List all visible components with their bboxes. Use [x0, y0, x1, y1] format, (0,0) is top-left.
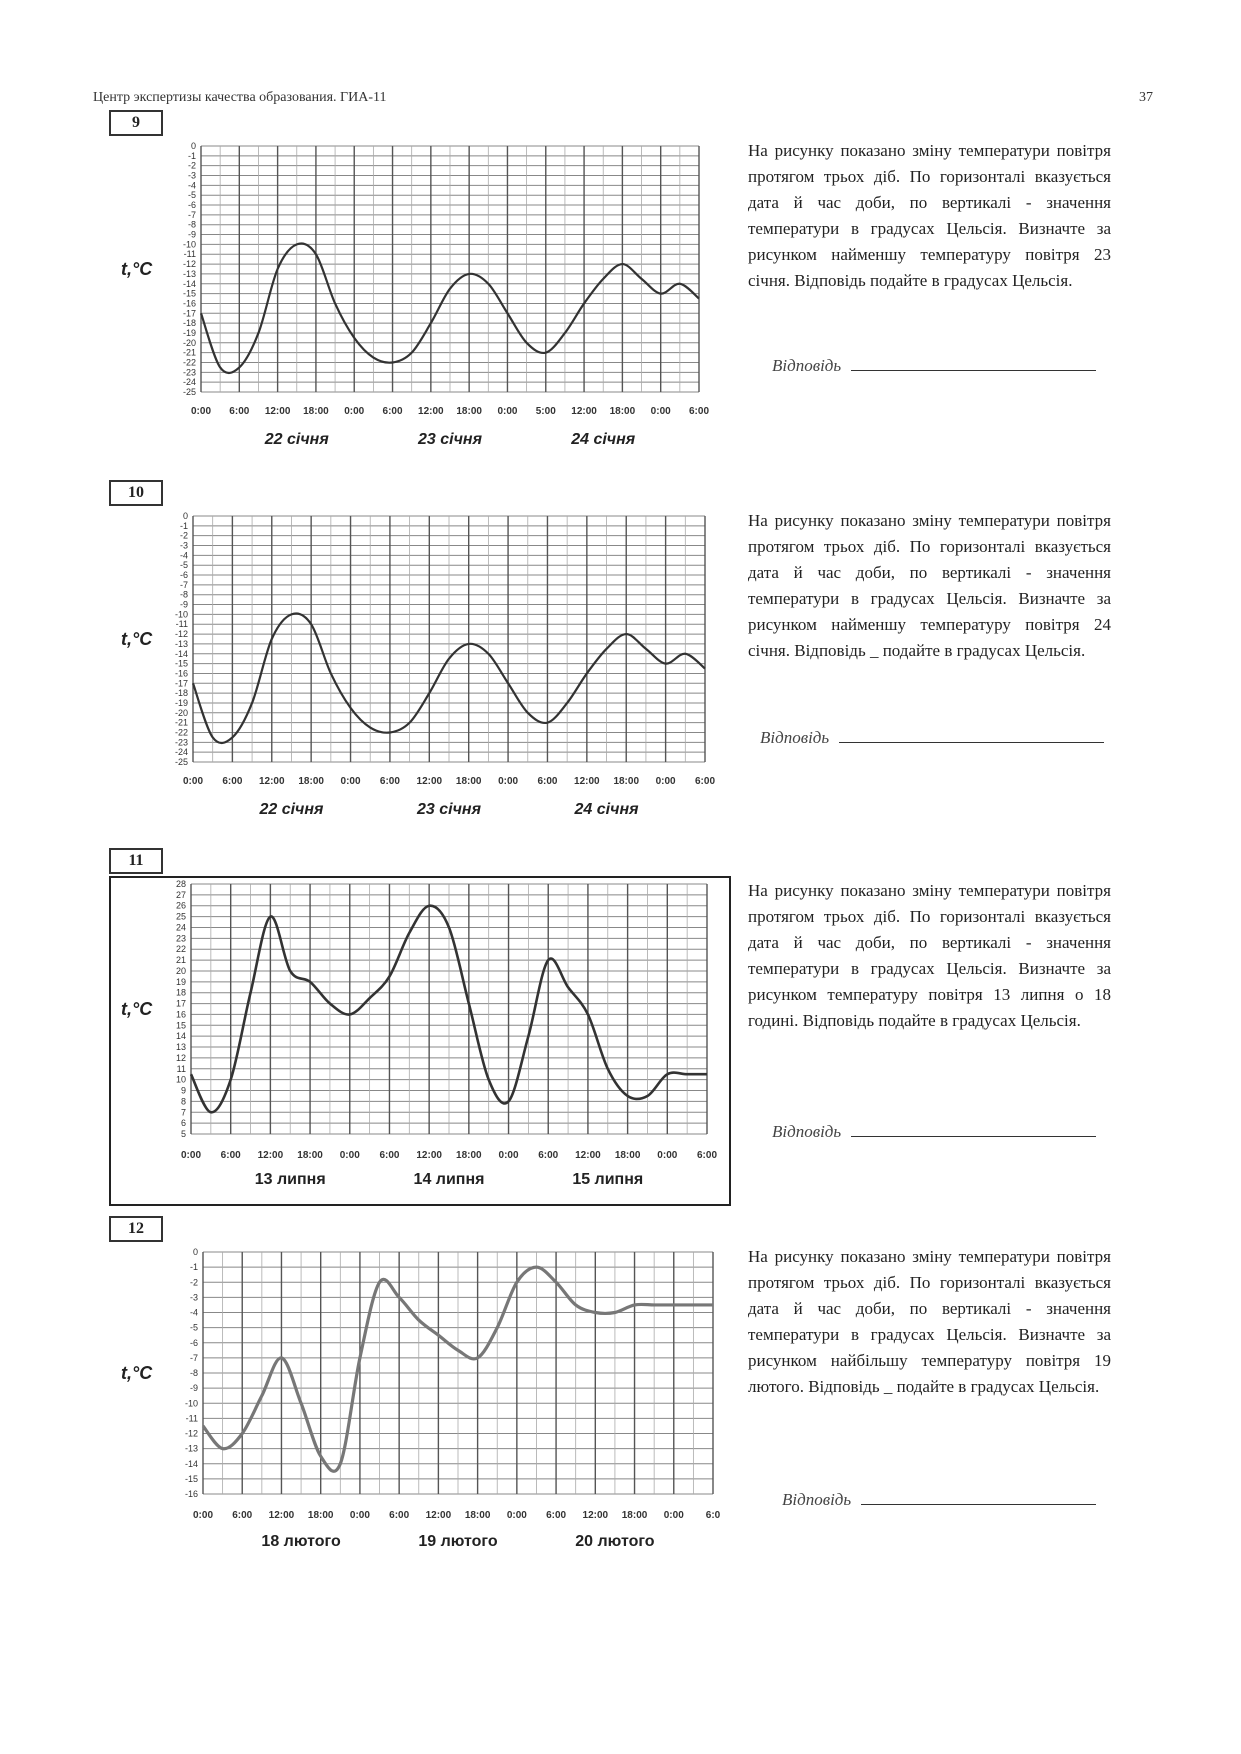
- y-tick-label: -7: [189, 1352, 198, 1363]
- y-tick-label: -17: [174, 678, 188, 689]
- y-tick-label: -3: [187, 170, 196, 181]
- y-tick-label: -12: [174, 629, 188, 640]
- y-tick-label: -19: [174, 697, 188, 708]
- date-label: 20 лютого: [575, 1533, 655, 1550]
- date-label: 22 січня: [264, 431, 329, 448]
- y-tick-label: -12: [184, 1428, 198, 1439]
- y-tick-label: -25: [182, 387, 196, 397]
- y-tick-label: -14: [182, 278, 196, 289]
- y-tick-label: -16: [174, 668, 188, 679]
- y-tick-label: 24: [175, 922, 186, 933]
- x-tick-label: 0:00: [663, 1510, 684, 1521]
- y-tick-label: -22: [174, 727, 188, 738]
- y-tick-label: 11: [176, 1063, 186, 1074]
- y-tick-label: -7: [179, 579, 188, 590]
- x-tick-label: 0:00: [190, 406, 212, 417]
- x-tick-label: 0:00: [182, 776, 204, 787]
- y-tick-label: -1: [187, 150, 196, 161]
- answer-field[interactable]: [760, 728, 1104, 748]
- date-label: 14 липня: [413, 1171, 485, 1188]
- x-tick-label: 12:00: [268, 1510, 295, 1521]
- y-tick-label: -10: [184, 1398, 198, 1409]
- y-tick-label: -10: [174, 609, 188, 620]
- y-tick-label: -13: [174, 638, 188, 649]
- y-tick-label: -9: [187, 229, 196, 240]
- y-tick-label: 27: [175, 889, 186, 900]
- y-tick-label: 0: [182, 511, 188, 521]
- x-tick-label: 18:00: [307, 1510, 334, 1521]
- y-tick-label: -14: [184, 1458, 198, 1469]
- x-tick-label: 12:00: [418, 406, 444, 417]
- y-tick-label: -5: [179, 560, 188, 571]
- date-label: 24 січня: [574, 801, 639, 818]
- x-tick-label: 0:00: [340, 776, 361, 787]
- task-number: 12: [109, 1216, 163, 1242]
- x-tick-label: 6:00: [382, 406, 403, 417]
- y-tick-label: -3: [189, 1292, 198, 1303]
- y-tick-label: -15: [182, 288, 196, 299]
- y-tick-label: -10: [182, 239, 196, 250]
- y-tick-label: -11: [183, 249, 196, 260]
- x-tick-label: 0:00: [655, 776, 676, 787]
- y-tick-label: -20: [174, 707, 188, 718]
- x-tick-label: 0:00: [339, 1150, 360, 1161]
- y-tick-label: -11: [175, 619, 188, 630]
- x-tick-label: 12:00: [258, 776, 285, 787]
- y-tick-label: -14: [174, 648, 188, 659]
- y-tick-label: -1: [189, 1262, 198, 1273]
- temperature-chart: [109, 138, 724, 470]
- answer-label: Відповідь: [760, 728, 830, 747]
- x-tick-label: 6:00: [220, 1150, 241, 1161]
- x-tick-label: 6:00: [222, 776, 243, 787]
- y-tick-label: -3: [179, 540, 188, 551]
- x-tick-label: 0:00: [349, 1510, 370, 1521]
- y-tick-label: -4: [189, 1307, 198, 1318]
- x-tick-label: 6:00: [232, 1510, 253, 1521]
- y-tick-label: 28: [175, 879, 186, 889]
- x-tick-label: 12:00: [264, 406, 291, 417]
- y-tick-label: 16: [175, 1009, 186, 1020]
- y-tick-label: -8: [189, 1368, 198, 1378]
- y-tick-label: -4: [187, 180, 196, 191]
- answer-field[interactable]: [772, 356, 1096, 376]
- y-tick-label: -2: [179, 530, 188, 541]
- x-tick-label: 0:00: [192, 1510, 214, 1521]
- y-tick-label: -20: [182, 337, 196, 348]
- y-tick-label: -21: [182, 347, 196, 358]
- x-tick-label: 6:00: [537, 776, 558, 787]
- y-axis-label: t,°C: [121, 629, 153, 649]
- y-tick-label: 17: [175, 998, 186, 1009]
- x-tick-label: 6:00: [379, 1150, 400, 1161]
- x-tick-label: 18:00: [609, 406, 636, 417]
- x-tick-label: 18:00: [614, 1150, 641, 1161]
- y-tick-label: -23: [174, 737, 188, 748]
- page-header-title: Центр экспертизы качества образования. ГИА-11: [93, 90, 387, 105]
- y-tick-label: 9: [180, 1085, 186, 1096]
- x-tick-label: 12:00: [582, 1510, 609, 1521]
- x-tick-label: 0:00: [180, 1150, 202, 1161]
- y-tick-label: 7: [180, 1107, 186, 1118]
- date-label: 22 січня: [259, 801, 324, 818]
- answer-label: Відповідь: [772, 356, 842, 375]
- x-tick-label: 6:00: [688, 406, 710, 417]
- y-tick-label: -18: [182, 318, 196, 329]
- y-tick-label: -15: [174, 658, 188, 669]
- y-tick-label: 14: [175, 1031, 186, 1042]
- task-text: На рисунку показано зміну температури повітря протягом трьох діб. По горизонталі вказується дата й час доби, по вертикалі - значення температури в градусах Цельсія. Визначте за рисунком температуру повітря 13 липня о 18 годині. Відповідь подайте в градусах Цельсія.: [748, 881, 1111, 1030]
- x-tick-label: 18:00: [456, 1150, 482, 1161]
- y-tick-label: -7: [187, 209, 196, 220]
- y-tick-label: -4: [179, 550, 188, 561]
- y-tick-label: 18: [175, 987, 186, 998]
- x-tick-label: 18:00: [298, 776, 324, 787]
- x-tick-label: 18:00: [303, 406, 329, 417]
- y-tick-label: -9: [179, 599, 188, 610]
- x-tick-label: 18:00: [613, 776, 640, 787]
- date-label: 18 лютого: [261, 1533, 341, 1550]
- date-label: 23 січня: [417, 801, 481, 818]
- y-tick-label: 10: [175, 1074, 186, 1085]
- y-tick-label: 23: [175, 933, 186, 944]
- temperature-chart: [109, 1244, 731, 1564]
- x-tick-label: 6:00: [229, 406, 250, 417]
- y-tick-label: -2: [189, 1277, 198, 1288]
- y-tick-label: 0: [192, 1247, 198, 1257]
- y-tick-label: -16: [182, 298, 196, 309]
- y-tick-label: 15: [175, 1020, 186, 1031]
- task-number: 9: [109, 110, 163, 136]
- y-tick-label: -23: [182, 367, 196, 378]
- x-tick-label: 12:00: [416, 776, 443, 787]
- y-tick-label: -5: [187, 190, 196, 201]
- task-number: 11: [109, 848, 163, 874]
- x-tick-label: 6:00: [389, 1510, 410, 1521]
- y-tick-label: 21: [175, 955, 186, 966]
- x-tick-label: 6:00: [546, 1510, 567, 1521]
- date-label: 19 лютого: [418, 1533, 498, 1550]
- y-tick-label: -1: [179, 520, 188, 531]
- x-tick-label: 0:00: [344, 406, 365, 417]
- y-tick-label: 13: [175, 1042, 186, 1053]
- y-tick-label: 22: [175, 944, 186, 955]
- y-tick-label: 5: [180, 1129, 186, 1139]
- x-tick-label: 12:00: [575, 1150, 601, 1161]
- y-tick-label: -9: [189, 1383, 198, 1394]
- y-tick-label: -18: [174, 688, 188, 699]
- x-tick-label: 6:00: [379, 776, 400, 787]
- temperature-chart: [109, 876, 731, 1206]
- y-tick-label: -6: [189, 1337, 198, 1348]
- y-tick-label: -22: [182, 357, 196, 368]
- y-tick-label: -16: [184, 1489, 198, 1499]
- x-tick-label: 12:00: [425, 1510, 452, 1521]
- y-tick-label: -2: [187, 160, 196, 171]
- y-tick-label: -8: [179, 589, 188, 600]
- y-tick-label: -5: [189, 1322, 198, 1333]
- x-tick-label: 0:00: [506, 1510, 527, 1521]
- y-tick-label: -11: [185, 1413, 198, 1424]
- y-tick-label: -6: [187, 200, 196, 211]
- answer-label: Відповідь: [782, 1490, 852, 1509]
- y-tick-label: -19: [182, 327, 196, 338]
- y-tick-label: -24: [174, 747, 188, 758]
- y-tick-label: 0: [190, 141, 196, 151]
- task-text: На рисунку показано зміну температури повітря протягом трьох діб. По горизонталі вказується дата й час доби, по вертикалі - значення температури в градусах Цельсія. Визначте за рисунком найменшу температуру повітря 24 січня. Відповідь _ подайте в градусах Цельсія.: [748, 511, 1111, 660]
- x-tick-label: 0:00: [497, 406, 518, 417]
- y-tick-label: -12: [182, 259, 196, 270]
- y-tick-label: -13: [184, 1443, 198, 1454]
- x-tick-label: 18:00: [455, 776, 482, 787]
- x-tick-label: 5:00: [535, 406, 556, 417]
- task-text: На рисунку показано зміну температури повітря протягом трьох діб. По горизонталі вказується дата й час доби, по вертикалі - значення температури в градусах Цельсія. Визначте за рисунком найменшу температуру повітря 23 січня. Відповідь подайте в градусах Цельсія.: [748, 141, 1111, 290]
- x-tick-label: 18:00: [464, 1510, 491, 1521]
- x-tick-label: 18:00: [456, 406, 482, 417]
- y-tick-label: -6: [179, 570, 188, 581]
- y-axis-label: t,°C: [121, 259, 153, 279]
- y-tick-label: 8: [180, 1096, 186, 1107]
- answer-field[interactable]: [772, 1122, 1096, 1142]
- date-label: 15 липня: [572, 1171, 644, 1188]
- x-tick-label: 0:00: [657, 1150, 678, 1161]
- temperature-chart: [109, 508, 724, 840]
- y-tick-label: 19: [175, 976, 186, 987]
- y-axis-label: t,°C: [121, 1363, 153, 1383]
- date-label: 13 липня: [254, 1171, 326, 1188]
- page-number: 37: [1139, 90, 1153, 105]
- y-tick-label: -17: [182, 308, 196, 319]
- y-tick-label: 6: [180, 1118, 186, 1129]
- x-tick-label: 0:00: [498, 1150, 519, 1161]
- x-tick-label: 6:00: [696, 1150, 718, 1161]
- y-tick-label: -15: [184, 1473, 198, 1484]
- y-tick-label: -13: [182, 268, 196, 279]
- x-tick-label: 12:00: [257, 1150, 284, 1161]
- x-tick-label: 12:00: [416, 1150, 442, 1161]
- answer-label: Відповідь: [772, 1122, 842, 1141]
- x-tick-label: 6:0: [705, 1510, 721, 1521]
- y-tick-label: -25: [174, 757, 188, 767]
- date-label: 23 січня: [418, 431, 482, 448]
- y-tick-label: -8: [187, 219, 196, 230]
- x-tick-label: 18:00: [297, 1150, 323, 1161]
- x-tick-label: 0:00: [498, 776, 519, 787]
- task-number: 10: [109, 480, 163, 506]
- y-axis-label: t,°C: [121, 999, 153, 1019]
- task-text: На рисунку показано зміну температури повітря протягом трьох діб. По горизонталі вказується дата й час доби, по вертикалі - значення температури в градусах Цельсія. Визначте за рисунком найбільшу температуру повітря 19 лютого. Відповідь _ подайте в градусах Цельсія.: [748, 1247, 1111, 1396]
- answer-field[interactable]: [782, 1490, 1096, 1510]
- x-tick-label: 0:00: [650, 406, 671, 417]
- y-tick-label: -24: [182, 377, 196, 388]
- y-tick-label: -21: [174, 717, 188, 728]
- x-tick-label: 18:00: [621, 1510, 648, 1521]
- x-tick-label: 6:00: [694, 776, 716, 787]
- x-tick-label: 12:00: [571, 406, 597, 417]
- x-tick-label: 6:00: [538, 1150, 559, 1161]
- y-tick-label: 20: [175, 965, 186, 976]
- y-tick-label: 12: [175, 1052, 186, 1063]
- y-tick-label: 26: [175, 900, 186, 911]
- y-tick-label: 25: [175, 911, 186, 922]
- x-tick-label: 12:00: [574, 776, 600, 787]
- date-label: 24 січня: [571, 431, 636, 448]
